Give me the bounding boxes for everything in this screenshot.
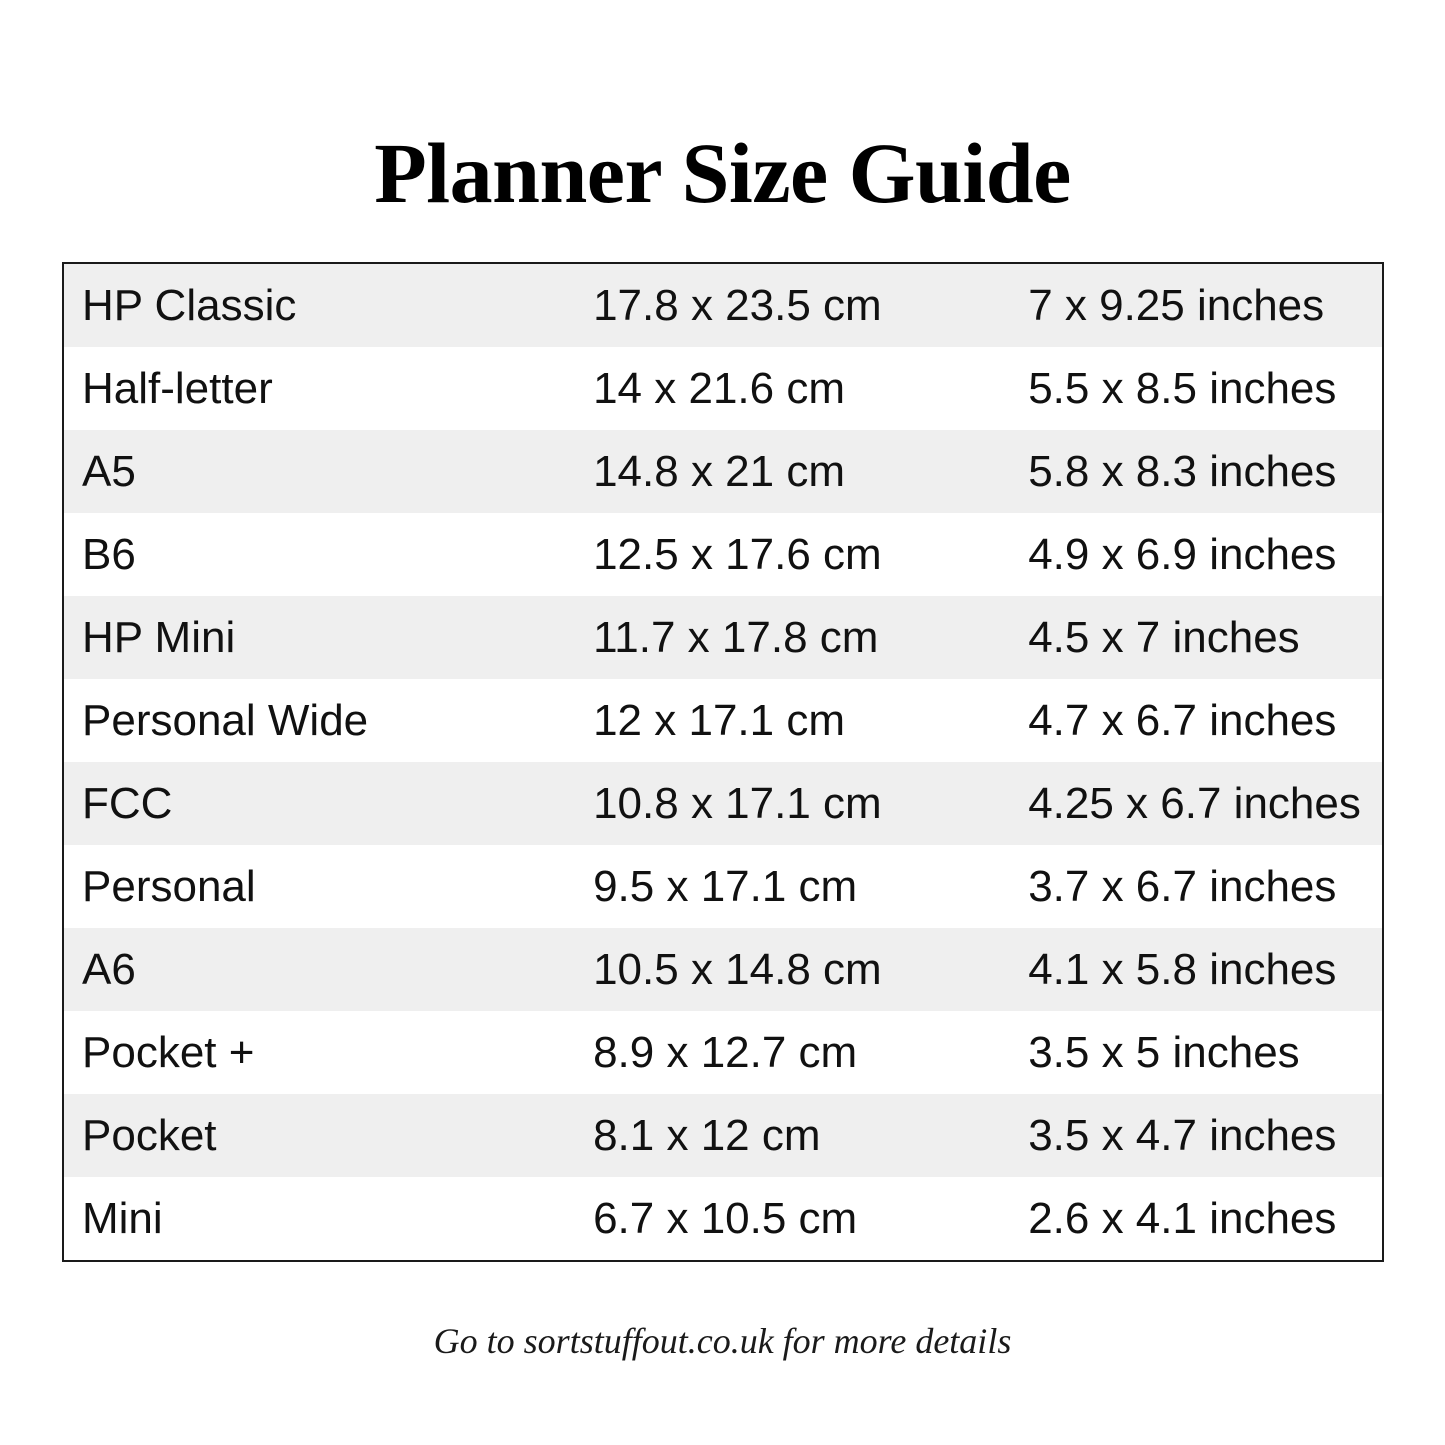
size-inches-cell: 3.7 x 6.7 inches [1028,861,1337,911]
planner-size-table [64,264,1382,1260]
table-row [64,1177,1382,1260]
size-cm-cell: 12.5 x 17.6 cm [593,529,882,579]
planner-name-cell: Pocket [64,1094,575,1177]
table-row [64,347,1382,430]
size-inches-cell: 4.5 x 7 inches [1010,596,1382,679]
size-inches-cell: 4.9 x 6.9 inches [1028,529,1337,579]
size-cm-cell: 10.5 x 14.8 cm [575,928,1010,1011]
size-cm-cell: 6.7 x 10.5 cm [593,1193,858,1243]
table-row [64,845,1382,928]
size-cm-cell: 11.7 x 17.8 cm [575,596,1010,679]
size-inches-cell: 4.7 x 6.7 inches [1028,695,1337,745]
planner-name-cell: Half-letter [82,363,273,413]
size-cm-cell: 14.8 x 21 cm [575,430,1010,513]
planner-name-cell: HP Mini [64,596,575,679]
size-cm-cell: 8.1 x 12 cm [575,1094,1010,1177]
size-cm-cell: 14 x 21.6 cm [593,363,845,413]
size-inches-cell: 7 x 9.25 inches [1010,264,1382,347]
size-cm-cell: 17.8 x 23.5 cm [575,264,1010,347]
size-inches-cell: 3.5 x 5 inches [1028,1027,1300,1077]
planner-name-cell: Personal Wide [82,695,369,745]
size-inches-cell: 2.6 x 4.1 inches [1028,1193,1337,1243]
size-inches-cell: 5.8 x 8.3 inches [1010,430,1382,513]
table-row [64,1011,1382,1094]
size-inches-cell: 4.25 x 6.7 inches [1010,762,1382,845]
planner-name-cell: A6 [64,928,575,1011]
page-title: Planner Size Guide [374,125,1071,221]
table-row [64,679,1382,762]
planner-name-cell: Personal [82,861,256,911]
planner-name-cell: FCC [64,762,575,845]
size-cm-cell: 12 x 17.1 cm [593,695,845,745]
table-row [64,430,1382,513]
table-body [64,264,1382,1260]
size-cm-cell: 10.8 x 17.1 cm [575,762,1010,845]
table-row [64,264,1382,347]
table-row [64,762,1382,845]
planner-name-cell: HP Classic [64,264,575,347]
table-row [64,596,1382,679]
size-inches-cell: 5.5 x 8.5 inches [1028,363,1337,413]
size-cm-cell: 9.5 x 17.1 cm [593,861,858,911]
planner-name-cell: Mini [82,1193,163,1243]
planner-name-cell: Pocket + [82,1027,255,1077]
size-cm-cell: 8.9 x 12.7 cm [593,1027,858,1077]
planner-name-cell: A5 [64,430,575,513]
table-row [64,1094,1382,1177]
footer-note: Go to sortstuffout.co.uk for more details [433,1321,1012,1361]
size-inches-cell: 3.5 x 4.7 inches [1010,1094,1382,1177]
size-inches-cell: 4.1 x 5.8 inches [1010,928,1382,1011]
table-row [64,928,1382,1011]
size-table-container [62,262,1384,1262]
planner-name-cell: B6 [82,529,136,579]
table-row [64,513,1382,596]
